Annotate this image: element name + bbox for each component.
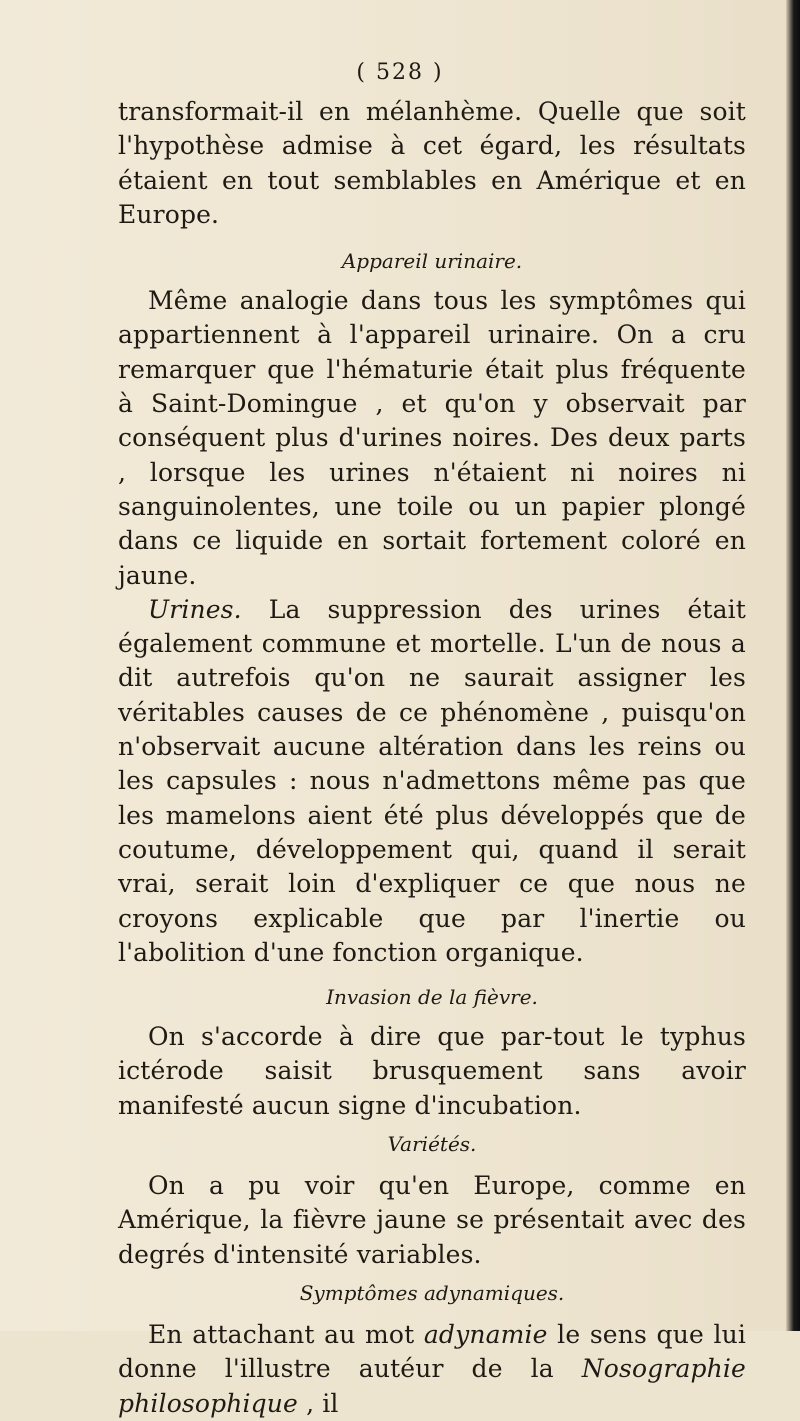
paragraph-invasion: On s'accorde à dire que par-tout le typhus ictérode saisit brusquement sans avoir manifesté aucun signe d'incubation. xyxy=(118,1022,746,1120)
paragraph-text-run: , il xyxy=(297,1388,339,1418)
emphasis-adynamie: adynamie xyxy=(423,1319,548,1349)
section-heading-varietes: Variétés. xyxy=(387,1132,477,1157)
paragraph-varietes: On a pu voir qu'en Europe, comme en Amérique, la fièvre jaune se présentait avec des degrés d'intensité variables. xyxy=(118,1171,746,1269)
paragraph-symptomes-adynamiques xyxy=(118,1318,746,1421)
section-heading-symptomes-adynamiques: Symptômes adynamiques. xyxy=(299,1280,565,1305)
paragraph-urines-body: La suppression des urines était également commune et mortelle. L'un de nous a dit autrefois qu'on ne saurait assigner les véritables causes de ce phénomène , puisqu'on n'observait aucune altération dans les reins ou les capsules : nous n'admettons même pas que les mamelons aient été plus développés que de coutume, développement qui, quand il serait vrai, serait loin d'expliquer ce que nous ne croyons explicable que par l'inertie ou l'abolition d'une fonction organique. xyxy=(118,594,746,967)
paragraph-continuation: transformait-il en mélanhème. Quelle que soit l'hypothèse admise à cet égard, les résultats étaient en tout semblables en Amérique et en Europe. xyxy=(118,97,746,229)
paragraph-appareil-urinaire: Même analogie dans tous les symptômes qui appartiennent à l'appareil urinaire. On a cru remarquer que l'hématurie était plus fréquente à Saint-Domingue , et qu'on y observait par conséquent plus d'urines noires. Des deux parts , lorsque les urines n'étaient ni noires ni sanguinolentes, une toile ou un papier plongé dans ce liquide en sortait fortement coloré en jaune. xyxy=(118,286,746,590)
book-spine-edge xyxy=(786,0,800,1331)
section-heading-appareil-urinaire: Appareil urinaire. xyxy=(341,249,523,274)
section-heading-invasion: Invasion de la fièvre. xyxy=(326,985,538,1010)
paragraph-urines xyxy=(118,593,746,970)
page-number: ( 528 ) xyxy=(356,60,444,85)
paragraph-text-run: En attachant au mot xyxy=(148,1319,424,1349)
paragraph-text-run: le sens que lui donne l'illustre autéur de la xyxy=(118,1319,746,1384)
page-text xyxy=(118,95,746,1421)
emphasis-book-title: Nosographie philosophique xyxy=(118,1354,746,1418)
run-in-heading-urines: Urines. xyxy=(148,594,242,624)
